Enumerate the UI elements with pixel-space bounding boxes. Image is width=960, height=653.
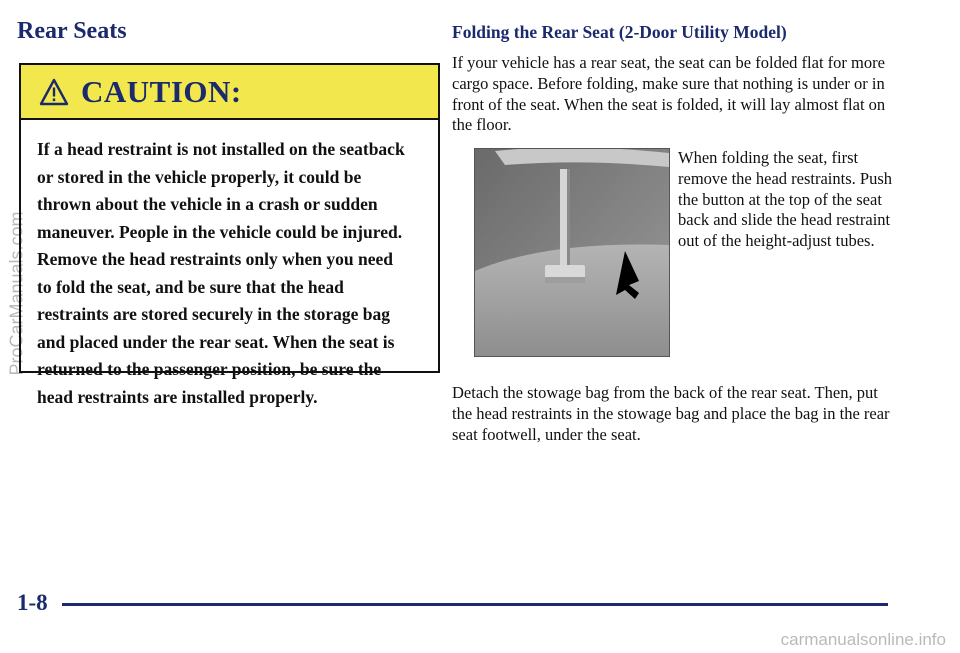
- page-number: 1-8: [17, 590, 48, 615]
- caution-line: Remove the head restraints only when you need: [37, 249, 393, 269]
- subsection-title: Folding the Rear Seat (2-Door Utility Model): [452, 22, 787, 42]
- caution-line: returned to the passenger position, be sure the: [37, 359, 382, 379]
- head-restraint-paragraph: When folding the seat, first remove the head restraints. Push the button at the top of the seat back and slide the head restraint out of the height-adjust tubes.: [678, 148, 892, 251]
- caution-box: [19, 63, 440, 407]
- caution-line: restraints are stored securely in the storage bag: [37, 304, 391, 324]
- intro-paragraph: If your vehicle has a rear seat, the seat can be folded flat for more cargo space. Before folding, make sure that nothing is under or in front of the seat. When the seat is folded, it will lay almost flat on the floor.: [452, 53, 886, 135]
- caution-label: CAUTION:: [81, 73, 242, 109]
- stowage-paragraph: Detach the stowage bag from the back of the rear seat. Then, put the head restraints in the stowage bag and place the bag in the rear seat footwell, under the seat.: [452, 383, 890, 444]
- head-restraint-illustration: [475, 149, 669, 356]
- caution-header: [21, 65, 438, 120]
- caution-line: thrown about the vehicle in a crash or sudden: [37, 194, 378, 214]
- caution-line: or stored in the vehicle properly, it could be: [37, 166, 362, 187]
- head-restraint-photo: [474, 148, 670, 357]
- caution-text: [21, 120, 438, 411]
- side-watermark: ProCarManuals.com: [6, 211, 27, 376]
- caution-line: maneuver. People in the vehicle could be injured.: [37, 221, 403, 242]
- caution-line: and placed under the rear seat. When the seat is: [37, 331, 395, 352]
- footer-watermark: carmanualsonline.info: [780, 630, 946, 649]
- footer-rule: [62, 603, 888, 606]
- warning-triangle-icon: [39, 78, 69, 106]
- caution-line: to fold the seat, and be sure that the head: [37, 276, 344, 297]
- caution-line: head restraints are installed properly.: [37, 386, 318, 407]
- caution-line: If a head restraint is not installed on the seatback: [37, 139, 405, 159]
- section-title: Rear Seats: [17, 18, 127, 44]
